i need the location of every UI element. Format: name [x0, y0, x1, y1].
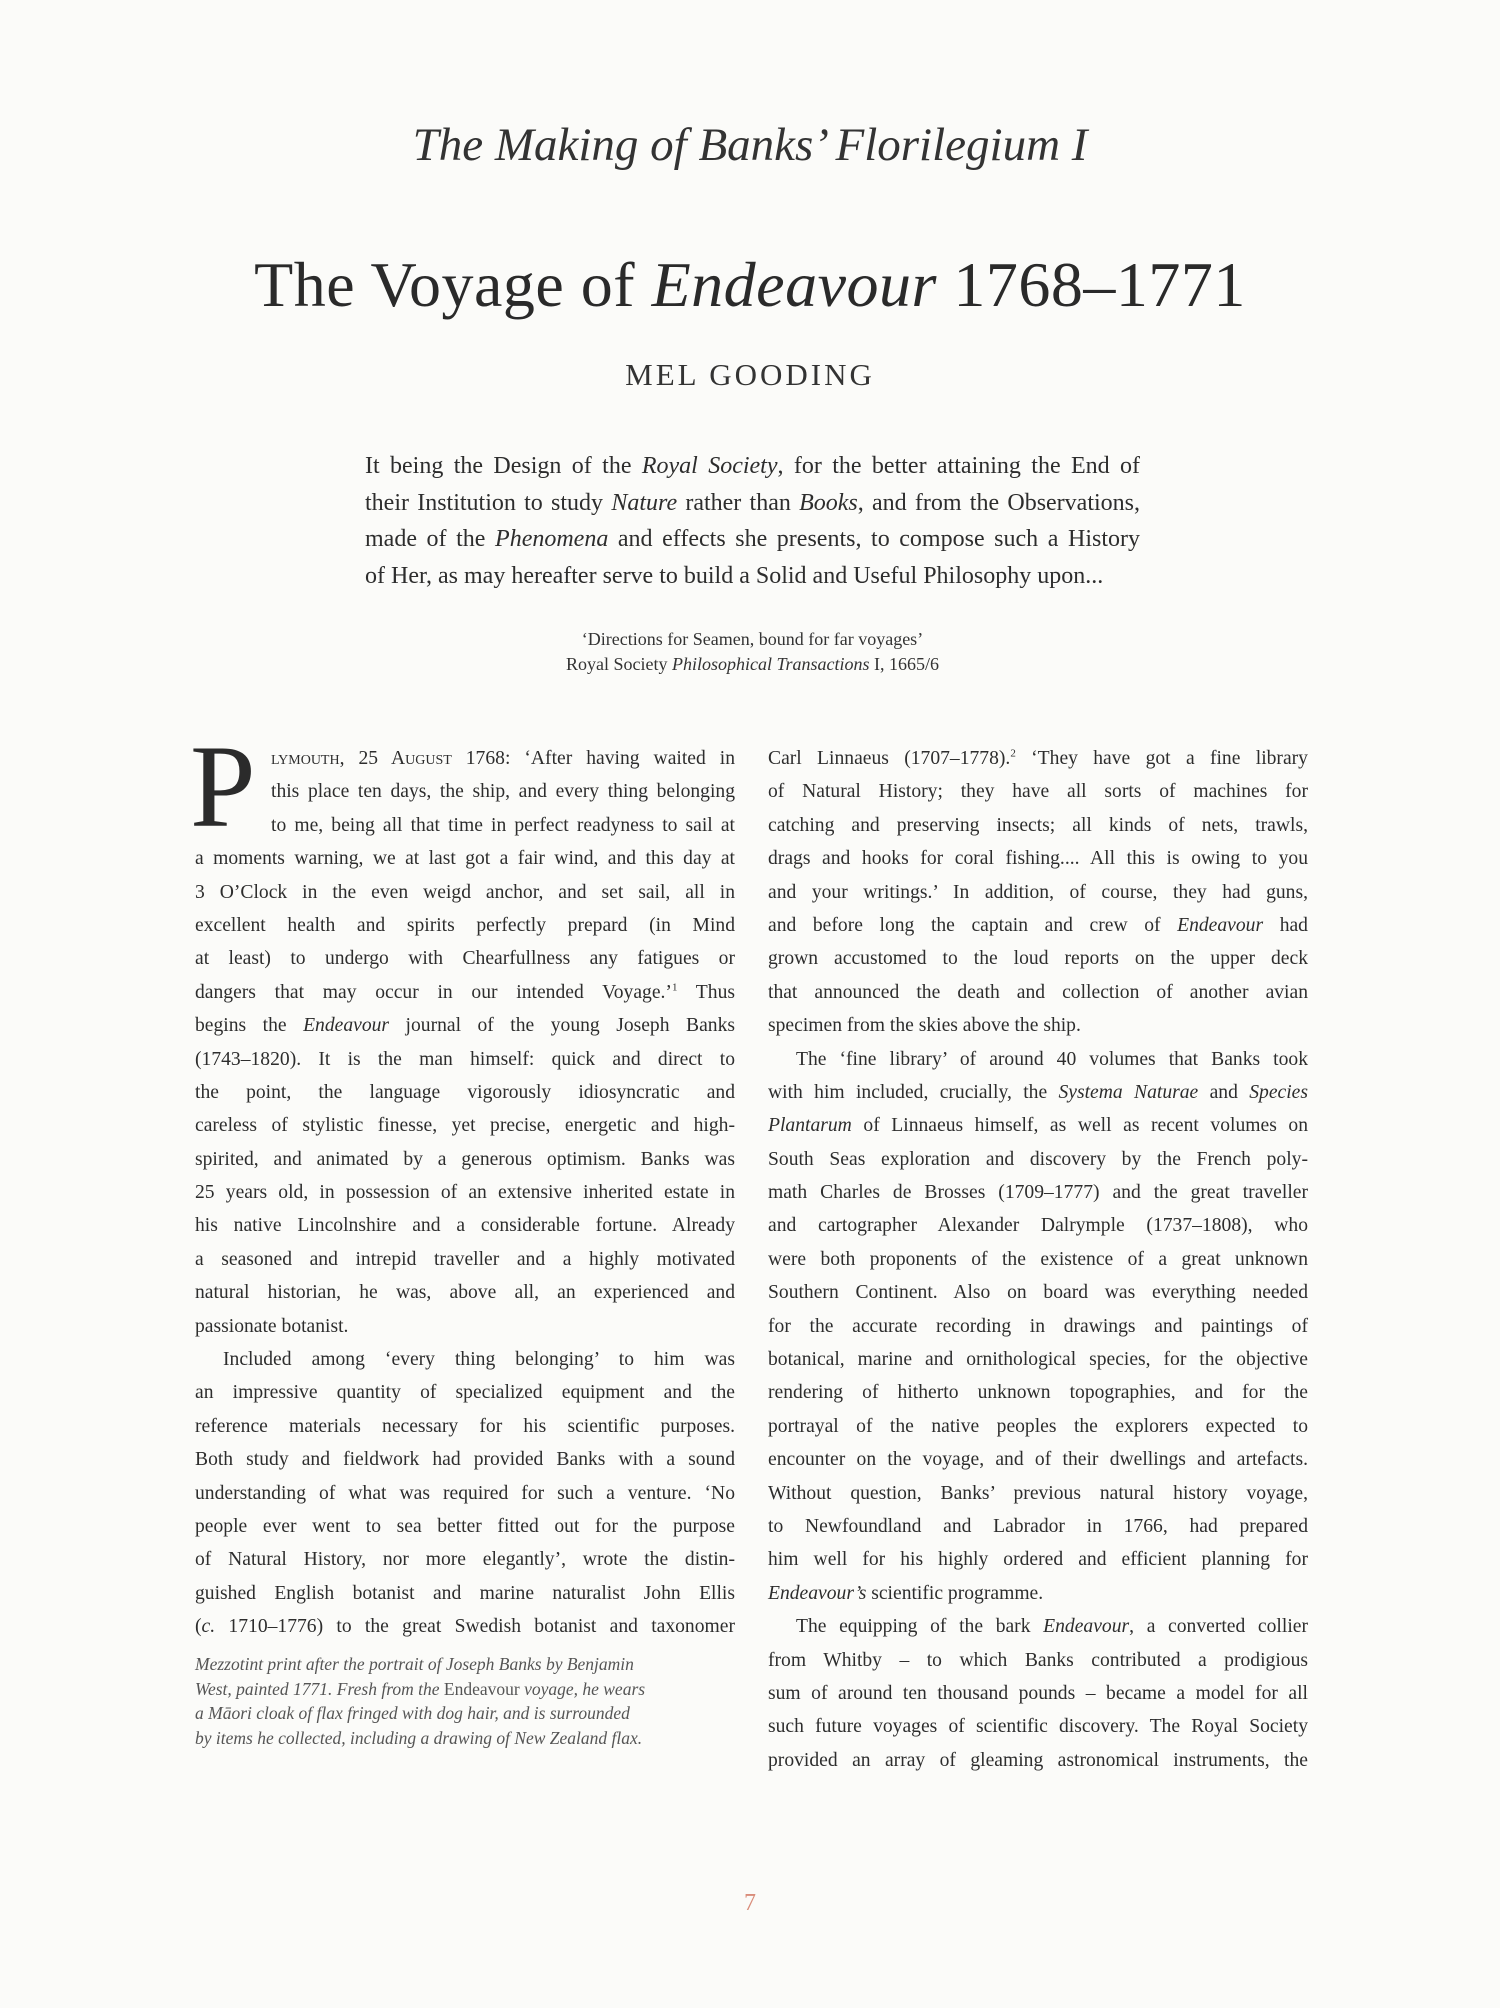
- body-line: South Seas exploration and discovery by the French poly-: [768, 1148, 1308, 1170]
- body-line: of Natural History, nor more elegantly’, wrote the distin-: [195, 1549, 735, 1571]
- body-line: math Charles de Brosses (1709–1777) and the great traveller: [768, 1182, 1308, 1204]
- body-line: and your writings.’ In addition, of course, they had guns,: [768, 881, 1308, 903]
- attribution-title: ‘Directions for Seamen, bound for far voyages’: [581, 629, 924, 649]
- body-line: his native Lincolnshire and a considerable fortune. Already: [195, 1215, 735, 1237]
- body-line: were both proponents of the existence of a great unknown: [768, 1248, 1308, 1270]
- body-line: 3 O’Clock in the even weigd anchor, and set sail, all in: [195, 881, 735, 903]
- body-line: catching and preserving insects; all kinds of nets, trawls,: [768, 814, 1308, 836]
- body-line: reference materials necessary for his scientific purposes.: [195, 1415, 735, 1437]
- footnote-marker: 1: [671, 981, 678, 994]
- body-line: from Whitby – to which Banks contributed a prodigious: [768, 1649, 1308, 1671]
- body-line: this place ten days, the ship, and every thing belonging: [271, 781, 735, 803]
- body-line: him well for his highly ordered and efficient planning for: [768, 1549, 1308, 1571]
- body-line: natural historian, he was, above all, an experienced and: [195, 1282, 735, 1304]
- body-line: lymouth, 25 August 1768: ‘After having waited in: [271, 748, 735, 769]
- body-line: rendering of hitherto unknown topographies, and for the: [768, 1382, 1308, 1404]
- epigraph-line: of Her, as may hereafter serve to build a Solid and Useful Philosophy upon...: [365, 562, 1104, 589]
- body-line: guished English botanist and marine naturalist John Ellis: [195, 1582, 735, 1604]
- epigraph-attribution: [365, 627, 1140, 677]
- portrait-caption: [195, 1652, 735, 1750]
- epigraph-line: It being the Design of the Royal Society, for the better attaining the End of: [365, 453, 1140, 479]
- running-title: The Making of Banks’ Florilegium I: [412, 119, 1088, 171]
- body-line: (c. 1710–1776) to the great Swedish botanist and taxonomer: [195, 1616, 735, 1638]
- body-line: (1743–1820). It is the man himself: quick and direct to: [195, 1048, 735, 1070]
- body-line: such future voyages of scientific discovery. The Royal Society: [768, 1716, 1308, 1738]
- epigraph: [365, 448, 1140, 594]
- body-line: a moments warning, we at last got a fair wind, and this day at: [195, 848, 735, 870]
- chapter-title-ship: Endeavour: [651, 249, 937, 320]
- author-name: MEL GOODING: [625, 357, 875, 392]
- footnote-marker: 2: [1010, 747, 1016, 760]
- body-line: with him included, crucially, the Systema Naturae and Species: [768, 1081, 1308, 1103]
- body-line: a seasoned and intrepid traveller and a highly motivated: [195, 1248, 735, 1270]
- body-line: at least) to undergo with Chearfullness any fatigues or: [195, 948, 735, 970]
- body-line: drags and hooks for coral fishing.... All this is owing to you: [768, 848, 1308, 870]
- body-line: The equipping of the bark Endeavour, a converted collier: [796, 1616, 1308, 1638]
- caption-line: a Māori cloak of flax fringed with dog hair, and is surrounded: [195, 1703, 630, 1723]
- body-line: Included among ‘every thing belonging’ to him was: [223, 1349, 735, 1371]
- body-line: Plantarum of Linnaeus himself, as well as recent volumes on: [768, 1115, 1308, 1137]
- body-line: 25 years old, in possession of an extensive inherited estate in: [195, 1182, 735, 1204]
- body-line: and cartographer Alexander Dalrymple (1737–1808), who: [768, 1215, 1308, 1237]
- caption-line: by items he collected, including a drawing of New Zealand flax.: [195, 1727, 643, 1748]
- body-line: sum of around ten thousand pounds – became a model for all: [768, 1682, 1308, 1704]
- body-line: people ever went to sea better fitted out for the purpose: [195, 1515, 735, 1537]
- body-line: to Newfoundland and Labrador in 1766, had prepared: [768, 1515, 1308, 1537]
- body-line: specimen from the skies above the ship.: [768, 1015, 1081, 1037]
- body-line: begins the Endeavour journal of the young Joseph Banks: [195, 1015, 735, 1037]
- body-line: careless of stylistic finesse, yet precise, energetic and high-: [195, 1115, 735, 1137]
- body-line: understanding of what was required for such a venture. ‘No: [195, 1482, 735, 1504]
- body-line: and before long the captain and crew of Endeavour had: [768, 914, 1308, 936]
- body-line: Both study and fieldwork had provided Banks with a sound: [195, 1449, 735, 1471]
- left-column: [195, 742, 735, 1644]
- drop-cap: P: [190, 721, 256, 852]
- body-line: grown accustomed to the loud reports on the upper deck: [768, 948, 1308, 970]
- body-line: that announced the death and collection of another avian: [768, 981, 1308, 1003]
- caption-line: Mezzotint print after the portrait of Joseph Banks by Benjamin: [195, 1654, 634, 1674]
- chapter-title-roman: The Voyage of: [254, 249, 636, 320]
- epigraph-line: made of the Phenomena and effects she presents, to compose such a History: [365, 526, 1140, 552]
- body-line: provided an array of gleaming astronomical instruments, the: [768, 1749, 1308, 1771]
- chapter-title: [0, 248, 1500, 322]
- body-line: dangers that may occur in our intended Voyage.’$^1$ Thus: [195, 981, 735, 1003]
- body-line: of Natural History; they have all sorts of machines for: [768, 781, 1308, 803]
- body-line: Carl Linnaeus (1707–1778).$^2$ ‘They have got a fine library: [768, 747, 1308, 769]
- body-line: passionate botanist.: [195, 1315, 349, 1337]
- body-line: excellent health and spirits perfectly prepard (in Mind: [195, 914, 735, 936]
- epigraph-line: their Institution to study Nature rather than Books, and from the Observations,: [365, 489, 1141, 516]
- body-line: Southern Continent. Also on board was everything needed: [768, 1282, 1308, 1304]
- body-line: botanical, marine and ornithological species, for the objective: [768, 1349, 1308, 1371]
- page-number: 7: [744, 1890, 756, 1916]
- body-line: spirited, and animated by a generous optimism. Banks was: [195, 1148, 735, 1170]
- body-line: an impressive quantity of specialized equipment and the: [195, 1382, 735, 1404]
- body-line: for the accurate recording in drawings and paintings of: [768, 1315, 1308, 1337]
- chapter-title-years: 1768–1771: [953, 249, 1246, 320]
- body-line: The ‘fine library’ of around 40 volumes that Banks took: [796, 1048, 1308, 1070]
- caption-line: West, painted 1771. Fresh from the Endeavour voyage, he wears: [195, 1678, 646, 1699]
- body-line: Without question, Banks’ previous natural history voyage,: [768, 1482, 1308, 1504]
- body-line: the point, the language vigorously idiosyncratic and: [195, 1081, 735, 1103]
- body-line: portrayal of the native peoples the explorers expected to: [768, 1415, 1308, 1437]
- attribution-source: Royal Society Philosophical Transactions I, 1665/6: [565, 654, 940, 674]
- right-column: [768, 742, 1308, 1777]
- body-line: encounter on the voyage, and of their dwellings and artefacts.: [768, 1449, 1308, 1471]
- body-line: Endeavour’s scientific programme.: [768, 1582, 1044, 1604]
- body-line: to me, being all that time in perfect readyness to sail at: [271, 814, 735, 836]
